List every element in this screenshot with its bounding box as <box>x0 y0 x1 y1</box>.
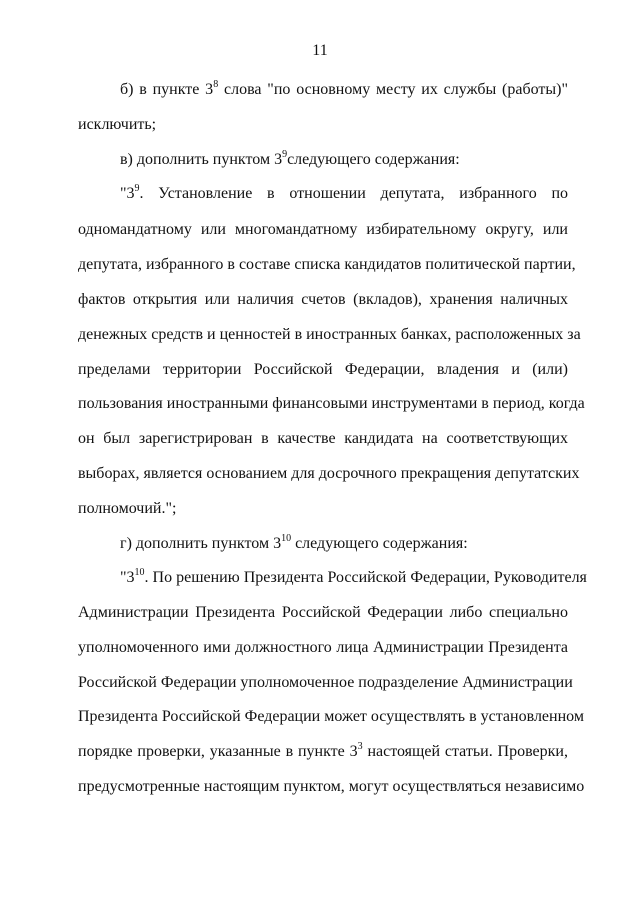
clause-3-10-line-5: Президента Российской Федерации может осуществлять в установленном <box>78 708 584 725</box>
clause-3-10-line-2: Администрации Президента Российской Федерации либо специально <box>78 604 568 621</box>
superscript: 10 <box>281 533 292 544</box>
clause-3-9-line-6: пределами территории Российской Федерации, владения и (или) <box>78 361 568 378</box>
clause-3-10-line-1: "$3^{10}$. По решению Президента Российской Федерации, Руководителя <box>120 567 587 586</box>
superscript: 3 <box>357 741 363 752</box>
superscript: 9 <box>134 183 140 194</box>
item-g-line: г) дополнить пунктом $3^{10}$ следующего содержания: <box>120 533 468 552</box>
item-v-line: в) дополнить пунктом $3^9следующего$ содержания: <box>120 149 460 168</box>
clause-3-9-line-8: он был зарегистрирован в качестве кандидата на соответствующих <box>78 430 568 447</box>
clause-3-9-line-9: выборах, является основанием для досрочного прекращения депутатских <box>78 465 580 482</box>
clause-3-10-line-6: порядке проверки, указанные в пункте $3^3$ настоящей статьи. Проверки, <box>78 741 568 760</box>
clause-3-9-line-4: фактов открытия или наличия счетов (вкладов), хранения наличных <box>78 291 568 308</box>
clause-3-9-line-7: пользования иностранными финансовыми инструментами в период, когда <box>78 395 585 412</box>
clause-3-10-line-4: Российской Федерации уполномоченное подразделение Администрации <box>78 674 573 691</box>
clause-3-9-line-5: денежных средств и ценностей в иностранных банках, расположенных за <box>78 326 581 343</box>
item-b-line-2: исключить; <box>78 116 157 133</box>
superscript: 10 <box>134 567 145 578</box>
clause-3-9-line-10: полномочий."; <box>78 500 177 517</box>
clause-3-9-line-3: депутата, избранного в составе списка кандидатов политической партии, <box>78 256 576 273</box>
clause-3-9-line-1: "$3^9$. Установление в отношении депутата, избранного по <box>120 183 568 202</box>
clause-3-10-line-7: предусмотренные настоящим пунктом, могут осуществляться независимо <box>78 778 585 795</box>
superscript: 9 <box>282 149 288 160</box>
superscript: 8 <box>213 79 219 90</box>
clause-3-9-line-2: одномандатному или многомандатному избирательному округу, или <box>78 221 568 238</box>
item-b-line-1: б) в пункте $3^8$ слова "по основному месту их службы (работы)" <box>120 79 568 98</box>
clause-3-10-line-3: уполномоченного ими должностного лица Администрации Президента <box>78 639 568 656</box>
page-number: 11 <box>312 42 328 59</box>
